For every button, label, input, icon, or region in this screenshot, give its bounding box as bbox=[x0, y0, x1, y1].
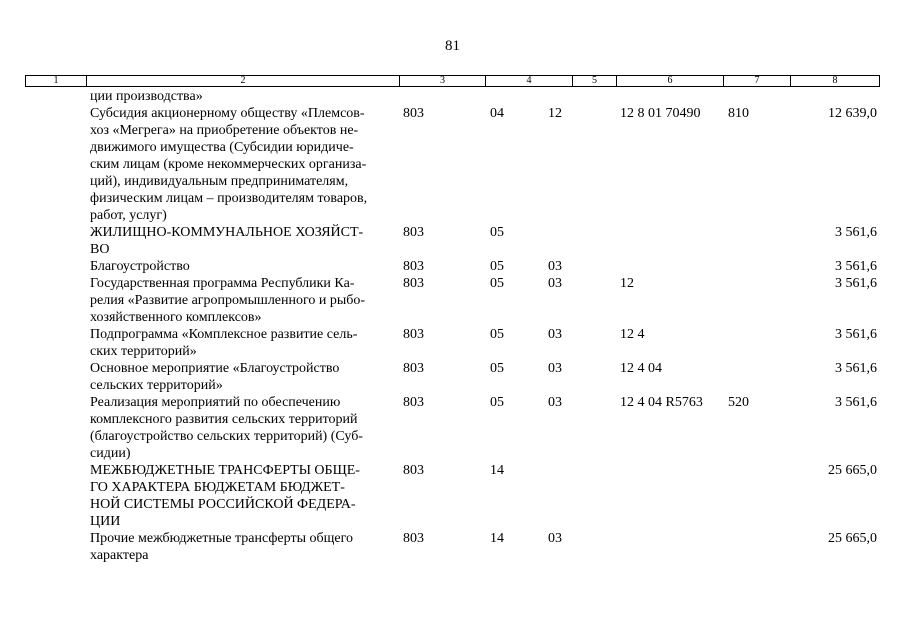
row-col-5: 03 bbox=[548, 531, 562, 546]
row-col-5: 03 bbox=[548, 259, 562, 274]
table-row bbox=[0, 224, 905, 258]
row-col-8: 3 561,6 bbox=[835, 225, 877, 240]
row-description: Подпрограмма «Комплексное развитие сель- ских территорий» bbox=[90, 327, 358, 359]
table-row bbox=[0, 275, 905, 326]
table-row bbox=[0, 88, 905, 105]
header-col-6: 6 bbox=[616, 76, 723, 86]
header-col-7: 7 bbox=[723, 76, 790, 86]
row-col-6: 12 4 bbox=[620, 327, 645, 342]
row-col-8: 3 561,6 bbox=[835, 276, 877, 291]
row-description: Прочие межбюджетные трансферты общего характера bbox=[90, 531, 353, 563]
row-col-4: 14 bbox=[490, 531, 504, 546]
row-col-7: 810 bbox=[728, 106, 749, 121]
row-description: Реализация мероприятий по обеспечению комплексного развития сельских территорий (благоустройство сельских территорий) (Суб- сидии) bbox=[90, 395, 363, 461]
row-col-3: 803 bbox=[403, 531, 424, 546]
row-description: ЖИЛИЩНО-КОММУНАЛЬНОЕ ХОЗЯЙСТ- ВО bbox=[90, 225, 364, 257]
row-col-4: 05 bbox=[490, 259, 504, 274]
row-col-8: 25 665,0 bbox=[828, 531, 877, 546]
row-col-5: 03 bbox=[548, 276, 562, 291]
table-row bbox=[0, 326, 905, 360]
row-col-4: 05 bbox=[490, 327, 504, 342]
header-col-2: 2 bbox=[86, 76, 399, 86]
row-col-8: 25 665,0 bbox=[828, 463, 877, 478]
table-row bbox=[0, 360, 905, 394]
row-col-8: 3 561,6 bbox=[835, 395, 877, 410]
row-col-6: 12 4 04 R5763 bbox=[620, 395, 703, 410]
table-row bbox=[0, 530, 905, 564]
row-col-8: 12 639,0 bbox=[828, 106, 877, 121]
row-description: МЕЖБЮДЖЕТНЫЕ ТРАНСФЕРТЫ ОБЩЕ- ГО ХАРАКТЕРА БЮДЖЕТАМ БЮДЖЕТ- НОЙ СИСТЕМЫ РОССИЙСКОЙ ФЕДЕРА- ЦИИ bbox=[90, 463, 360, 529]
row-col-7: 520 bbox=[728, 395, 749, 410]
row-col-5: 03 bbox=[548, 361, 562, 376]
header-col-8: 8 bbox=[790, 76, 879, 86]
row-col-3: 803 bbox=[403, 106, 424, 121]
row-col-4: 05 bbox=[490, 361, 504, 376]
header-col-1: 1 bbox=[53, 75, 59, 86]
row-col-3: 803 bbox=[403, 276, 424, 291]
page-number: 81 bbox=[445, 38, 460, 54]
row-col-6: 12 bbox=[620, 276, 634, 291]
row-col-5: 03 bbox=[548, 327, 562, 342]
row-col-5: 03 bbox=[548, 395, 562, 410]
table-row bbox=[0, 105, 905, 224]
row-col-4: 05 bbox=[490, 395, 504, 410]
row-col-4: 14 bbox=[490, 463, 504, 478]
row-col-4: 05 bbox=[490, 225, 504, 240]
row-col-8: 3 561,6 bbox=[835, 327, 877, 342]
row-col-6: 12 8 01 70490 bbox=[620, 106, 701, 121]
row-col-6: 12 4 04 bbox=[620, 361, 662, 376]
table-row bbox=[0, 394, 905, 462]
table-body bbox=[0, 88, 905, 564]
table-header bbox=[25, 75, 880, 87]
row-description: Субсидия акционерному обществу «Племсов- хоз «Мегрега» на приобретение объектов не- движимого имущества (Субсидии юридиче- ским лицам (кроме некоммерческих организа- ций), индивидуальным предпринимателям, физическим лицам – производителям товаров, работ, услуг) bbox=[90, 106, 368, 223]
header-col-3: 3 bbox=[399, 76, 485, 86]
row-col-4: 05 bbox=[490, 276, 504, 291]
row-description: Государственная программа Республики Ка- релия «Развитие агропромышленного и рыбо- хозяйственного комплексов» bbox=[90, 276, 366, 325]
table-row bbox=[0, 462, 905, 530]
row-description: ции производства» bbox=[90, 89, 203, 104]
row-description: Благоустройство bbox=[90, 259, 190, 274]
header-col-4: 4 bbox=[485, 76, 572, 86]
header-col-5: 5 bbox=[572, 76, 616, 86]
row-col-3: 803 bbox=[403, 327, 424, 342]
row-description: Основное мероприятие «Благоустройство сельских территорий» bbox=[90, 361, 340, 393]
row-col-5: 12 bbox=[548, 106, 562, 121]
row-col-8: 3 561,6 bbox=[835, 361, 877, 376]
row-col-3: 803 bbox=[403, 395, 424, 410]
row-col-3: 803 bbox=[403, 225, 424, 240]
row-col-3: 803 bbox=[403, 361, 424, 376]
table-row bbox=[0, 258, 905, 275]
row-col-3: 803 bbox=[403, 463, 424, 478]
row-col-8: 3 561,6 bbox=[835, 259, 877, 274]
row-col-4: 04 bbox=[490, 106, 504, 121]
row-col-3: 803 bbox=[403, 259, 424, 274]
